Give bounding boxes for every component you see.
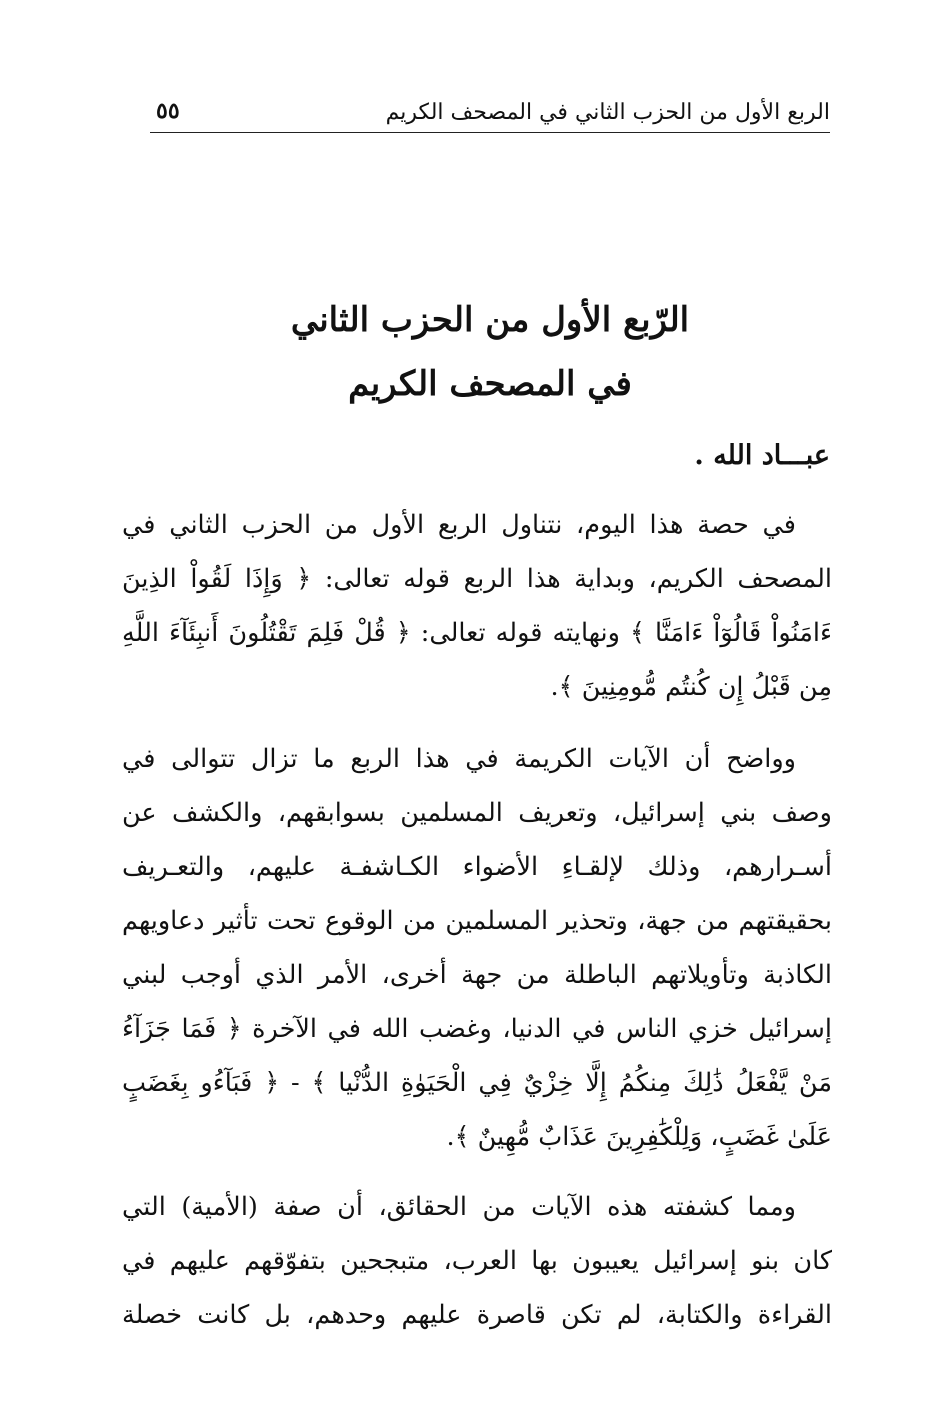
text-line: كان بنو إسرائيل يعيبون بها العرب، متبجحين بتفوّقهم عليهم في [122,1246,832,1276]
running-header [150,96,830,136]
paragraph [122,732,832,1164]
address-line: عبـــاد الله . [694,440,830,471]
text-line: مِن قَبْلُ إِن كُنتُم مُّومِنِينَ ﴾. [550,672,832,702]
text-line: وواضح أن الآيات الكريمة في هذا الربع ما تزال تتوالى في [122,744,796,774]
text-line: ومما كشفته هذه الآيات من الحقائق، أن صفة (الأمية) التي [122,1192,796,1222]
text-line: في حصة هذا اليوم، نتناول الربع الأول من الحزب الثاني في [122,510,796,540]
text-line: وصف بني إسرائيل، وتعريف المسلمين بسوابقهم، والكشف عن [122,798,832,828]
body-text [122,498,832,1366]
page-number: ٥٥ [156,98,180,124]
text-line: مَنْ يَّفْعَلُ ذَٰلِكَ مِنكُمُ إِلَّا خِزْيٌ فِي الْحَيَوٰةِ الدُّنْيا ﴾ - ﴿ فَبَآءُو بِغَضَبٍ [122,1068,832,1098]
chapter-title-line-2: في المصحف الكريم [348,364,632,404]
header-rule [150,132,830,133]
text-line: المصحف الكريم، وبداية هذا الربع قوله تعالى: ﴿ وَإِذَا لَقُواْ الذِينَ [122,564,832,594]
paragraph [122,1180,832,1342]
text-line: الكاذبة وتأويلاتهم الباطلة من جهة أخرى، الأمر الذي أوجب لبني [122,960,832,990]
text-line: ءَامَنُواْ قَالُوٓاْ ءَامَنَّا ﴾ ونهايته قوله تعالى: ﴿ قُلْ فَلِمَ تَقْتُلُونَ أَنبِئَآءَ اللَّهِ [122,618,832,648]
chapter-title-line-1: الرّبع الأول من الحزب الثاني [290,300,690,340]
text-line: بحقيقتهم من جهة، وتحذير المسلمين من الوقوع تحت تأثير دعاويهم [122,906,832,936]
text-line: القراءة والكتابة، لم تكن قاصرة عليهم وحدهم، بل كانت خصلة [122,1300,832,1330]
running-title: الربع الأول من الحزب الثاني في المصحف الكريم [385,100,830,125]
text-line: عَلَىٰ غَضَبٍ، وَلِلْكَٰفِرِينَ عَذَابٌ مُّهِينٌ ﴾. [446,1122,832,1152]
chapter-title [150,288,830,416]
paragraph [122,498,832,714]
text-line: أسـرارهم، وذلك لإلقـاءِ الأضواء الكـاشفـة عليهم، والتعـريف [122,852,832,882]
text-line: إسرائيل خزي الناس في الدنيا، وغضب الله في الآخرة ﴿ فَمَا جَزَآءُ [122,1014,832,1044]
